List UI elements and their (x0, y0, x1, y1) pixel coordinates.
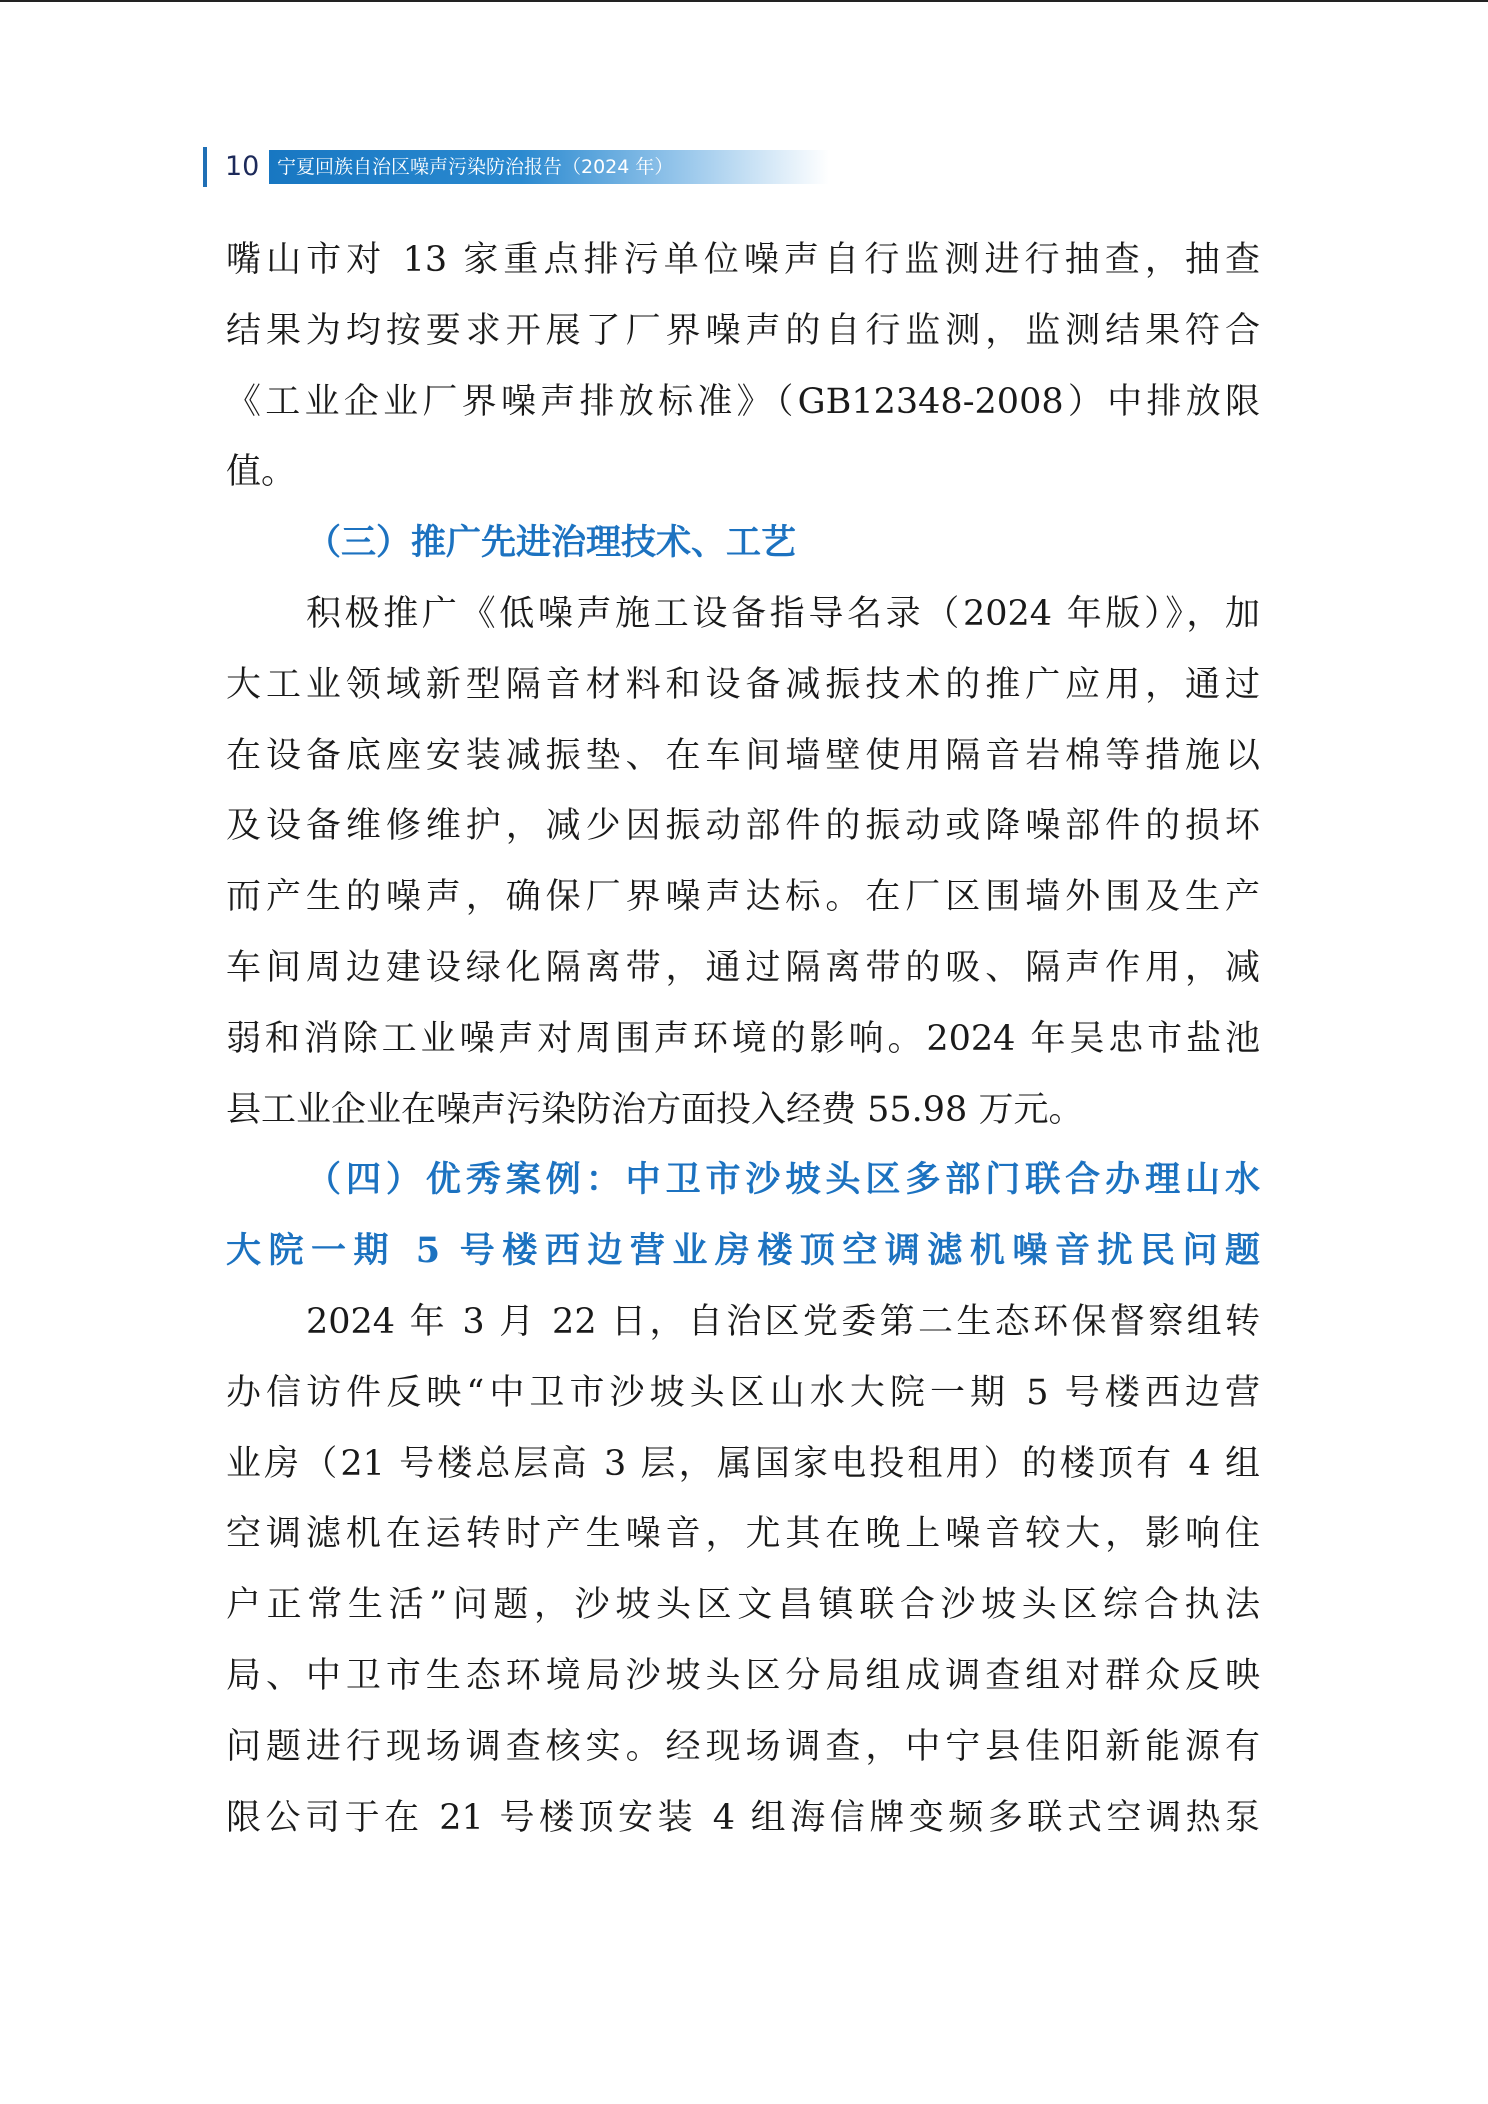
paragraph-line: 在设备底座安装减振垫、在车间墙壁使用隔音岩棉等措施以 (226, 735, 1260, 776)
paragraph-line: 及设备维修维护，减少因振动部件的振动或降噪部件的损坏 (226, 806, 1260, 847)
section-heading-line: （三）推广先进治理技术、工艺 (306, 522, 797, 564)
paragraph-line: 2024 年 3 月 22 日，自治区党委第二生态环保督察组转 (306, 1301, 1260, 1342)
paragraph-line: 结果为均按要求开展了厂界噪声的自行监测，监测结果符合 (226, 310, 1260, 351)
paragraph-line: 限公司于在 21 号楼顶安装 4 组海信牌变频多联式空调热泵 (226, 1797, 1260, 1838)
paragraph-line: 户正常生活”问题，沙坡头区文昌镇联合沙坡头区综合执法 (226, 1585, 1260, 1626)
paragraph-line: 弱和消除工业噪声对周围声环境的影响。2024 年吴忠市盐池 (226, 1018, 1260, 1059)
paragraph-line: 县工业企业在噪声污染防治方面投入经费 55.98 万元。 (226, 1089, 1084, 1130)
paragraph-line: 办信访件反映“中卫市沙坡头区山水大院一期 5 号楼西边营 (226, 1372, 1260, 1413)
page-number: 10 (225, 151, 260, 182)
page-body (226, 225, 1260, 1853)
section-heading-line: 大院一期 5 号楼西边营业房楼顶空调滤机噪音扰民问题 (226, 1230, 1260, 1272)
paragraph-line: 而产生的噪声，确保厂界噪声达标。在厂区围墙外围及生产 (226, 877, 1260, 918)
paragraph-line: 大工业领域新型隔音材料和设备减振技术的推广应用，通过 (226, 664, 1260, 705)
paragraph-line: 值。 (226, 452, 297, 493)
paragraph-line: 局、中卫市生态环境局沙坡头区分局组成调查组对群众反映 (226, 1655, 1260, 1696)
header-title: 宁夏回族自治区噪声污染防治报告（2024 年） (277, 156, 674, 178)
top-rule (0, 0, 1488, 2)
paragraph-line: 车间周边建设绿化隔离带，通过隔离带的吸、隔声作用，减 (226, 947, 1260, 988)
header-title-band (269, 150, 829, 184)
paragraph-line: 《工业企业厂界噪声排放标准》（GB12348-2008）中排放限 (226, 381, 1260, 422)
running-header (203, 147, 843, 187)
paragraph-line: 问题进行现场调查核实。经现场调查，中宁县佳阳新能源有 (226, 1726, 1260, 1767)
header-accent-bar (203, 147, 207, 187)
paragraph-line: 积极推广《低噪声施工设备指导名录（2024 年版）》，加 (306, 593, 1260, 634)
paragraph-line: 空调滤机在运转时产生噪音，尤其在晚上噪音较大，影响住 (226, 1514, 1260, 1555)
paragraph-line: 嘴山市对 13 家重点排污单位噪声自行监测进行抽查，抽查 (226, 240, 1260, 280)
section-heading-line: （四）优秀案例：中卫市沙坡头区多部门联合办理山水 (306, 1159, 1260, 1201)
paragraph-line: 业房（21 号楼总层高 3 层，属国家电投租用）的楼顶有 4 组 (226, 1443, 1260, 1484)
